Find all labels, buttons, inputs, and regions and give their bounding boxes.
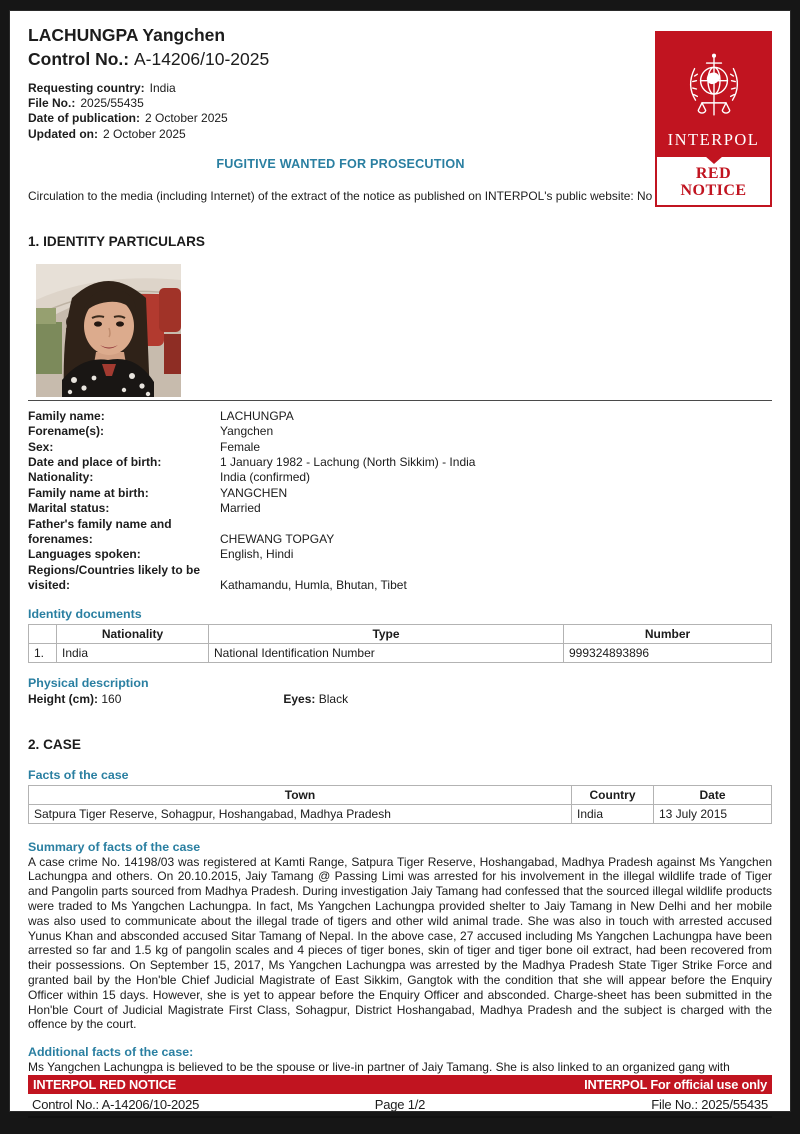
field-family-name-at-birth: Family name at birth: YANGCHEN <box>28 485 288 500</box>
interpol-emblem-icon <box>677 50 751 128</box>
identity-documents-header-row: Nationality Type Number <box>29 624 772 643</box>
footer-info-row <box>28 1094 772 1118</box>
publication-date-value: 2 October 2025 <box>145 111 228 126</box>
identity-documents-row: 1. India National Identification Number 999324893896 <box>29 643 772 662</box>
field-date-place-of-birth: Date and place of birth: 1 January 1982 - Lachung (North Sikkim) - India <box>28 455 476 470</box>
red-notice-document <box>9 10 791 1112</box>
footer-bar-left: INTERPOL RED NOTICE <box>33 1077 177 1093</box>
interpol-wordmark: INTERPOL <box>667 130 760 149</box>
circulation-statement: Circulation to the media (including Internet) of the extract of the notice as published on INTERPOL's public website: No <box>28 188 653 203</box>
facts-of-case-title: Facts of the case <box>28 767 129 782</box>
field-family-name: Family name: LACHUNGPA <box>28 408 294 423</box>
identity-documents-table <box>28 624 772 663</box>
field-sex: Sex: Female <box>28 439 261 454</box>
file-number-value: 2025/55435 <box>80 96 144 111</box>
footer-bar-right: INTERPOL For official use only <box>584 1077 767 1093</box>
file-number-label: File No.: <box>28 96 76 111</box>
field-languages-spoken: Languages spoken: English, Hindi <box>28 547 294 562</box>
interpol-logo-red-panel <box>655 31 772 157</box>
field-forenames: Forename(s): Yangchen <box>28 424 274 439</box>
red-notice-badge-line1: RED <box>695 165 732 182</box>
physical-description-title: Physical description <box>28 675 149 690</box>
additional-facts-text: Ms Yangchen Lachungpa is believed to be the spouse or live-in partner of Jaiy Tamang. She is also linked to an organized gang with <box>28 1060 730 1075</box>
field-marital-status: Marital status: Married <box>28 501 261 516</box>
identity-documents-title: Identity documents <box>28 606 142 621</box>
footer-page-number: Page 1/2 <box>374 1097 426 1113</box>
control-number-label: Control No.: <box>28 49 130 69</box>
identity-fields <box>28 409 772 594</box>
red-notice-badge <box>655 157 772 207</box>
footer-file-number: File No.: 2025/55435 <box>651 1097 768 1113</box>
field-fathers-name: Father's family name and forenames: CHEWANG TOPGAY <box>28 516 335 547</box>
eyes-field: Eyes: Black <box>283 691 349 706</box>
footer-control-number: Control No.: A-14206/10-2025 <box>32 1097 200 1113</box>
physical-description-line <box>28 692 772 706</box>
facts-row: Satpura Tiger Reserve, Sohagpur, Hoshangabad, Madhya Pradesh India 13 July 2015 <box>29 804 772 823</box>
footer-red-bar <box>28 1075 772 1094</box>
requesting-country-label: Requesting country: <box>28 81 145 95</box>
updated-on-value: 2 October 2025 <box>103 126 186 141</box>
height-field: Height (cm): 160 <box>28 691 122 706</box>
publication-date-label: Date of publication: <box>28 111 140 126</box>
facts-table <box>28 785 772 824</box>
field-regions-likely-visited: Regions/Countries likely to be visited: Kathamandu, Humla, Bhutan, Tibet <box>28 562 407 593</box>
interpol-logo <box>655 31 772 207</box>
summary-of-facts-text: A case crime No. 14198/03 was registered at Kamti Range, Satpura Tiger Reserve, Hoshangabad, Madhya Pradesh against Ms Yangchen Lachungpa and others. On 20.10.2015, Jaiy Tamang @ Passing Limi was arrested for his involvement in the illegal wildlife trade of Tiger and Pangolin parts sourced from Madhya Pradesh. During investigation Jaiy Tamang had confessed that the sourced illegal wildlife products were traded to Ms Yangchen Lachungpa. In fact, Ms Yangchen Lachungpa provided shelter to Jaiy Tamang in New Delhi and her mobile was also used to communicate about the illegal trade of tigers and other wild animal trade. She was also in touch with arrested accused Yunus Khan and absconded accused Sitar Tamang of Nepal. In the above case, 27 accused including Ms Yangchen Lachungpa have been arrested so far and 1.5 kg of pangolin scales and 4 pieces of tiger bones, skin of tiger and tiger bone oil extract, had been recovered from their possessions. On September 15, 2017, Ms Yangchen Lachungpa was arrested by the Madhya Pradesh State Tiger Strike Force and granted bail by the Hon'ble Chief Judicial Magistrate of East Sikkim, Gangtok with the condition that she will appear before the Enquiry Officer within 15 days. However, she is yet to appear before the Enquiry Officer and absconded. Charge-sheet has been submitted in the Hon'ble Court of Judicial Magistrate First Class, Sohagpur, District Hoshangabad, Madhya Pradesh and the subject is charged with the offence by the court. <box>28 854 772 1032</box>
updated-on-label: Updated on: <box>28 126 98 141</box>
subject-name: LACHUNGPA Yangchen <box>28 25 226 45</box>
wanted-banner: FUGITIVE WANTED FOR PROSECUTION <box>216 156 465 171</box>
control-number-value: A-14206/10-2025 <box>133 49 270 69</box>
photo-divider <box>28 400 772 401</box>
requesting-country-value: India <box>149 81 176 95</box>
red-notice-badge-line2: NOTICE <box>680 182 747 199</box>
field-nationality: Nationality: India (confirmed) <box>28 470 311 485</box>
facts-header-row: Town Country Date <box>29 785 772 804</box>
portrait-photo <box>36 264 181 397</box>
document-footer <box>28 1075 772 1121</box>
additional-facts-title: Additional facts of the case: <box>28 1045 194 1060</box>
case-section-title: 2. CASE <box>28 736 81 752</box>
identity-section-title: 1. IDENTITY PARTICULARS <box>28 233 205 249</box>
summary-of-facts-title: Summary of facts of the case <box>28 839 201 854</box>
